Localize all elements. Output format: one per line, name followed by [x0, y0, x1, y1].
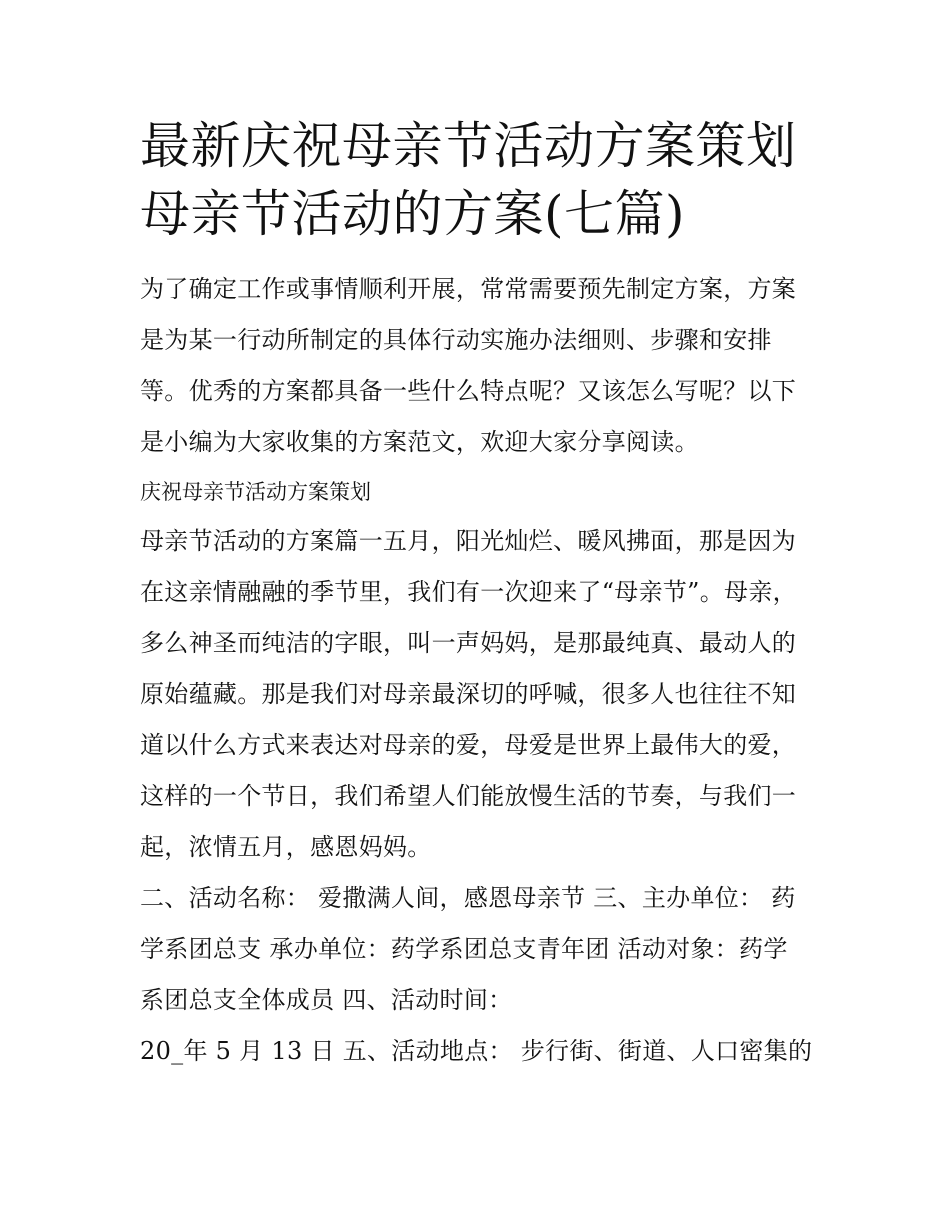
text-line: 是小编为大家收集的方案范文，欢迎大家分享阅读。 — [140, 428, 699, 456]
text-line: 等。优秀的方案都具备一些什么特点呢？又该怎么写呢？以下 — [140, 377, 797, 405]
text-line: 为了确定工作或事情顺利开展，常常需要预先制定方案，方案 — [140, 275, 797, 303]
text-line: 二、活动名称： 爱撒满人间，感恩母亲节 三、主办单位： 药 — [140, 884, 796, 912]
text-line: 在这亲情融融的季节里，我们有一次迎来了“母亲节”。母亲， — [140, 578, 797, 606]
text-line: 道以什么方式来表达对母亲的爱，母爱是世界上最伟大的爱， — [140, 731, 797, 759]
title-line: 最新庆祝母亲节活动方案策划 — [140, 117, 797, 175]
intro-paragraph — [140, 264, 820, 468]
text-line: 起，浓情五月，感恩妈妈。 — [140, 833, 432, 861]
document-title — [140, 112, 820, 248]
document-page — [140, 112, 820, 1077]
text-line: 这样的一个节日，我们希望人们能放慢生活的节奏，与我们一 — [140, 782, 797, 810]
text-line: 母亲节活动的方案篇一五月，阳光灿烂、暖风拂面，那是因为 — [140, 527, 797, 555]
text-line: 系团总支全体成员 四、活动时间： — [140, 986, 513, 1014]
text-line: 学系团总支 承办单位：药学系团总支青年团 活动对象：药学 — [140, 935, 788, 963]
title-line: 母亲节活动的方案(七篇) — [140, 185, 686, 243]
text-line: 20_年 5 月 13 日 五、活动地点： 步行街、街道、人口密集的 — [140, 1037, 813, 1065]
date-paragraph — [140, 1026, 820, 1077]
text-line: 多么神圣而纯洁的字眼，叫一声妈妈，是那最纯真、最动人的 — [140, 629, 797, 657]
body-paragraph — [140, 516, 820, 873]
section-heading: 庆祝母亲节活动方案策划 — [140, 480, 371, 504]
details-paragraph — [140, 873, 820, 1026]
text-line: 是为某一行动所制定的具体行动实施办法细则、步骤和安排 — [140, 326, 772, 354]
text-line: 原始蕴藏。那是我们对母亲最深切的呼喊，很多人也往往不知 — [140, 680, 797, 708]
